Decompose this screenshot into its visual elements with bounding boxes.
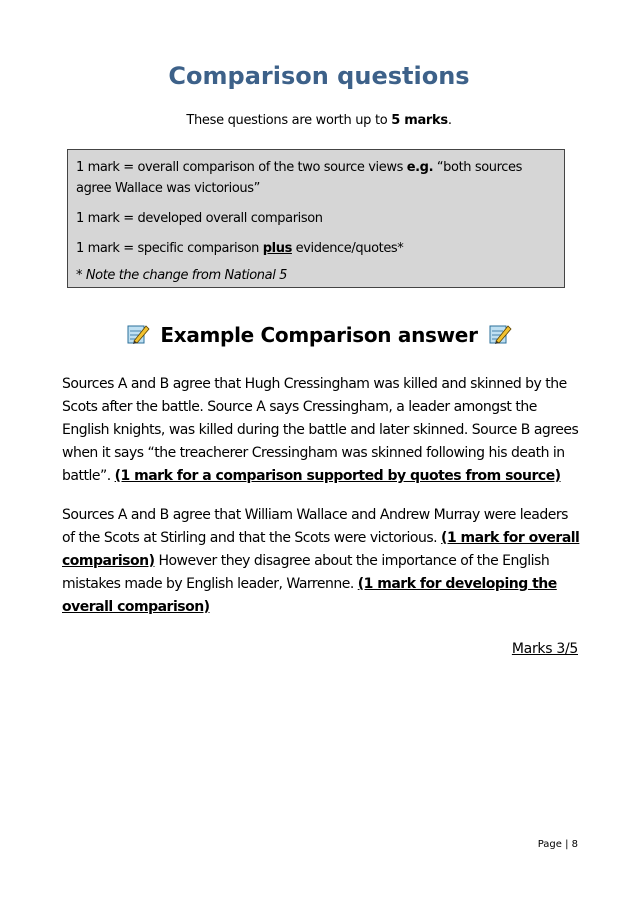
subtitle-suffix: . — [447, 113, 452, 128]
box-eg: e.g. — [406, 160, 434, 175]
box-note: * Note the change from National 5 — [76, 268, 288, 283]
paragraph-1-text: Sources A and B agree that Hugh Cressingham was killed and skinned by the Scots after the battle. Source A says Cressingham, a leader amongst the English knights, was killed during the battle and later skinned. Source B agrees when it says “the treacherer Cressingham was skinned following his death in battle”. — [62, 376, 579, 484]
pencil-paper-icon — [126, 323, 150, 345]
answer-paragraph-1 — [62, 373, 582, 488]
paragraph-2-text-a: Sources A and B agree that William Wallace and Andrew Murray were leaders of the Scots at Stirling and that the Scots were victorious. — [62, 507, 568, 546]
page-title: Comparison questions — [168, 62, 470, 90]
mark-scheme-box — [67, 149, 565, 288]
page-number: Page | 8 — [537, 839, 578, 850]
answer-paragraph-2 — [62, 504, 582, 619]
paragraph-1-mark: (1 mark for a comparison supported by quotes from source) — [114, 468, 561, 484]
box-plus: plus — [262, 241, 292, 256]
box-line-specific-evidence: evidence/quotes* — [291, 241, 404, 256]
subtitle-marks: 5 marks — [391, 113, 448, 128]
example-heading — [0, 323, 638, 347]
box-line-specific-text: 1 mark = specific comparison — [76, 241, 263, 256]
paragraph-2-mark-a: (1 mark for overall comparison) — [62, 530, 580, 569]
box-line-developed: 1 mark = developed overall comparison — [76, 211, 323, 226]
box-line-specific — [76, 238, 556, 259]
pencil-paper-icon — [488, 323, 512, 345]
box-line-overall-quote: “both sources agree Wallace was victorious” — [76, 160, 522, 196]
subtitle — [0, 113, 638, 128]
marks-total: Marks 3/5 — [511, 641, 578, 657]
box-line-overall — [76, 157, 556, 199]
paragraph-2-text-b: However they disagree about the importance of the English mistakes made by English leader, Warrenne. — [62, 553, 550, 592]
box-line-overall-text: 1 mark = overall comparison of the two source views — [76, 160, 407, 175]
example-heading-text: Example Comparison answer — [160, 323, 478, 347]
paragraph-2-mark-b: (1 mark for developing the overall comparison) — [62, 576, 557, 615]
subtitle-prefix: These questions are worth up to — [186, 113, 392, 128]
